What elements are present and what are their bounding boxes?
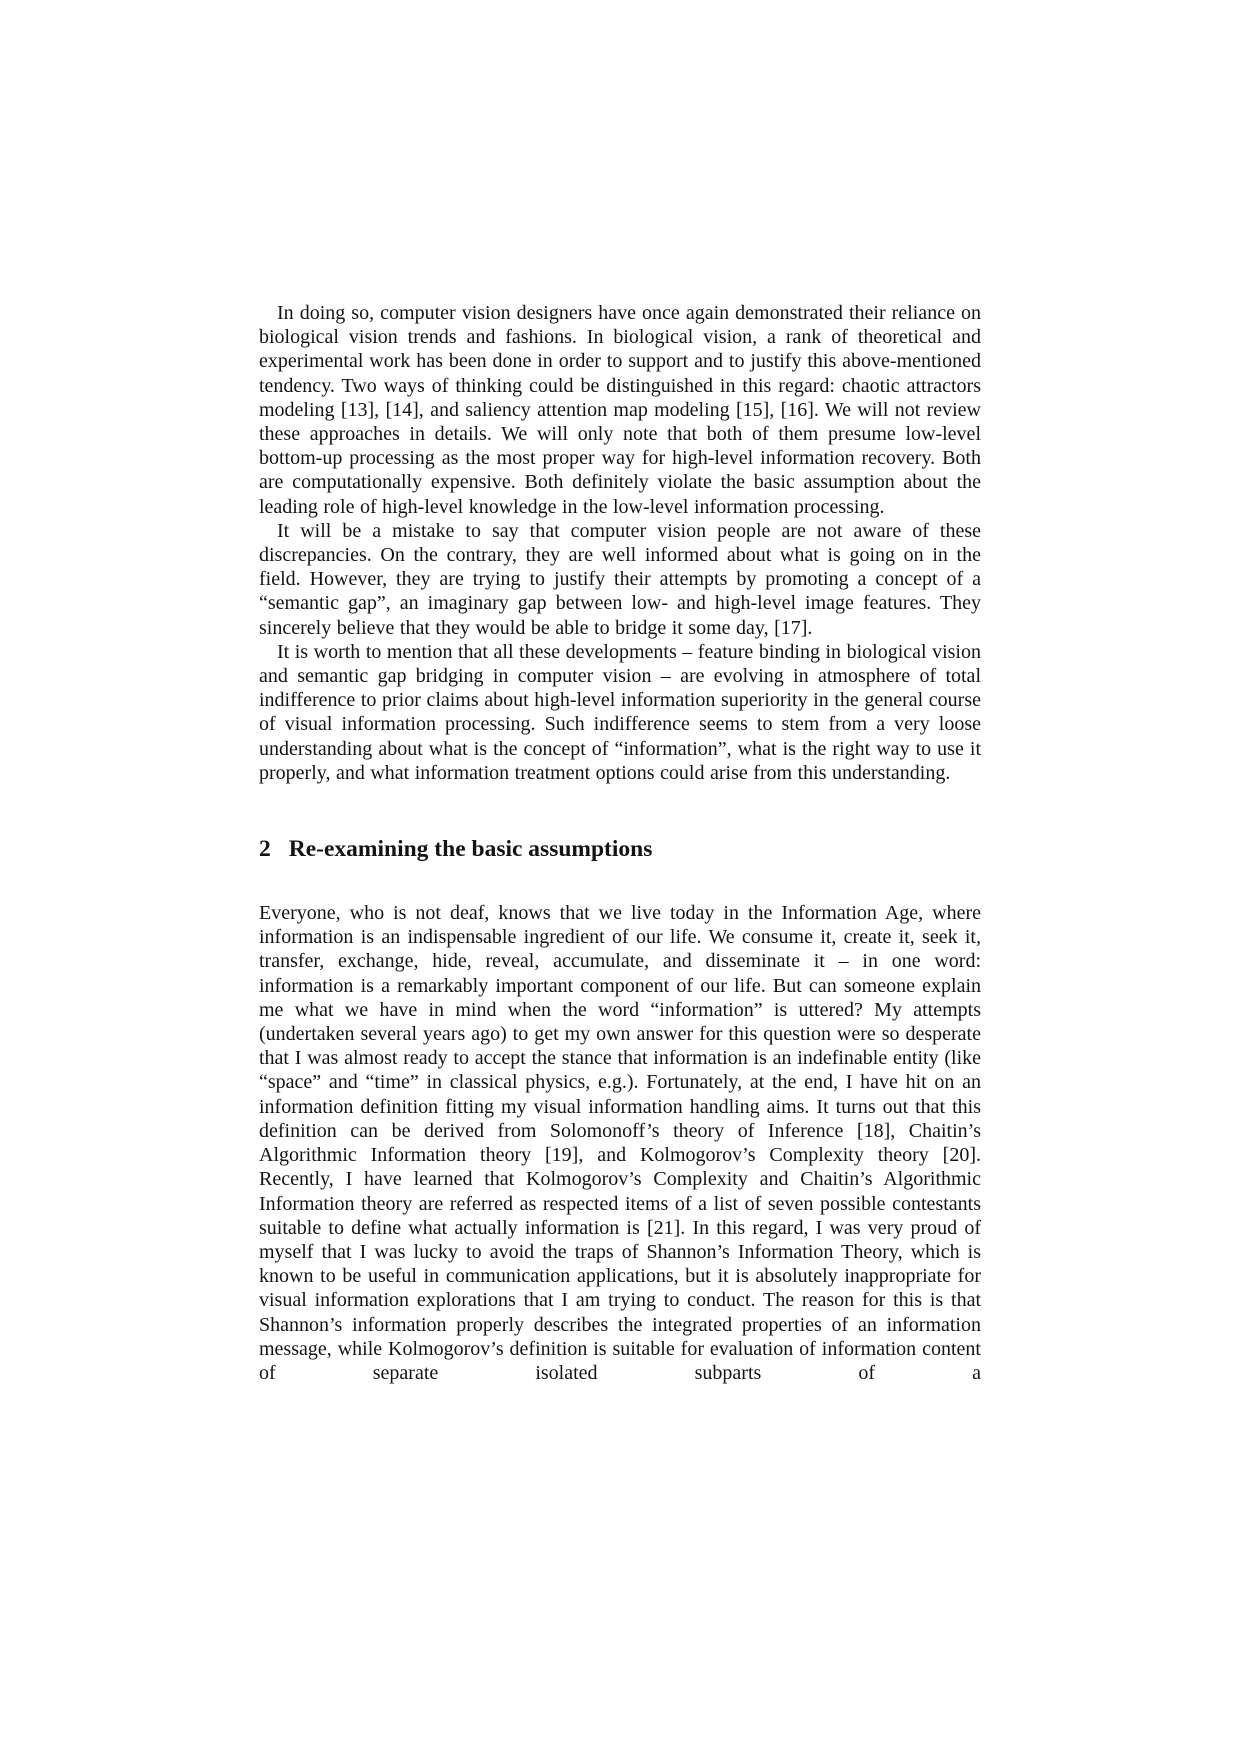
body-paragraph-1: In doing so, computer vision designers have once again demonstrated their reliance on biological vision trends and fashions. In biological vision, a rank of theoretical and experimental work has been done in order to support and to justify this above-mentioned tendency. Two ways of thinking could be distinguished in this regard: chaotic attractors modeling [13], [14], and saliency attention map modeling [15], [16]. We will not review these approaches in details. We will only note that both of them presume low-level bottom-up processing as the most proper way for high-level information recovery. Both are computationally expensive. Both definitely violate the basic assumption about the leading role of high-level knowledge in the low-level information processing. [259, 302, 981, 518]
body-paragraph-3: It is worth to mention that all these developments – feature binding in biological vision and semantic gap bridging in computer vision – are evolving in atmosphere of total indifference to prior claims about high-level information superiority in the general course of visual information processing. Such indifference seems to stem from a very loose understanding about what is the concept of “information”, what is the right way to use it properly, and what information treatment options could arise from this understanding. [259, 640, 981, 784]
section-heading [259, 835, 981, 863]
section-paragraph-1: Everyone, who is not deaf, knows that we live today in the Information Age, where information is an indispensable ingredient of our life. We consume it, create it, seek it, transfer, exchange, hide, reveal, accumulate, and disseminate it – in one word: information is a remarkably important component of our life. But can someone explain me what we have in mind when the word “information” is uttered? My attempts (undertaken several years ago) to get my own answer for this question were so desperate that I was almost ready to accept the stance that information is an indefinable entity (like “space” and “time” in classical physics, e.g.). Fortunately, at the end, I have hit on an information definition fitting my visual information handling aims. It turns out that this definition can be derived from Solomonoff’s theory of Inference [18], Chaitin’s Algorithmic Information theory [19], and Kolmogorov’s Complexity theory [20]. Recently, I have learned that Kolmogorov’s Complexity and Chaitin’s Algorithmic Information theory are referred as respected items of a list of seven possible contestants suitable to define what actually information is [21]. In this regard, I was very proud of myself that I was lucky to avoid the traps of Shannon’s Information Theory, which is known to be useful in communication applications, but it is absolutely inappropriate for visual information explorations that I am trying to conduct. The reason for this is that Shannon’s information properly describes the integrated properties of an information message, while Kolmogorov’s definition is suitable for evaluation of information content of separate isolated subparts of a [259, 902, 981, 1384]
section-number: 2 [259, 836, 271, 863]
section-title: Re-examining the basic assumptions [288, 836, 653, 863]
text-column [259, 301, 981, 1385]
body-paragraph-2: It will be a mistake to say that computer vision people are not aware of these discrepancies. On the contrary, they are well informed about what is going on in the field. However, they are trying to justify their attempts by promoting a concept of a “semantic gap”, an imaginary gap between low- and high-level image features. They sincerely believe that they would be able to bridge it some day, [17]. [259, 519, 981, 639]
